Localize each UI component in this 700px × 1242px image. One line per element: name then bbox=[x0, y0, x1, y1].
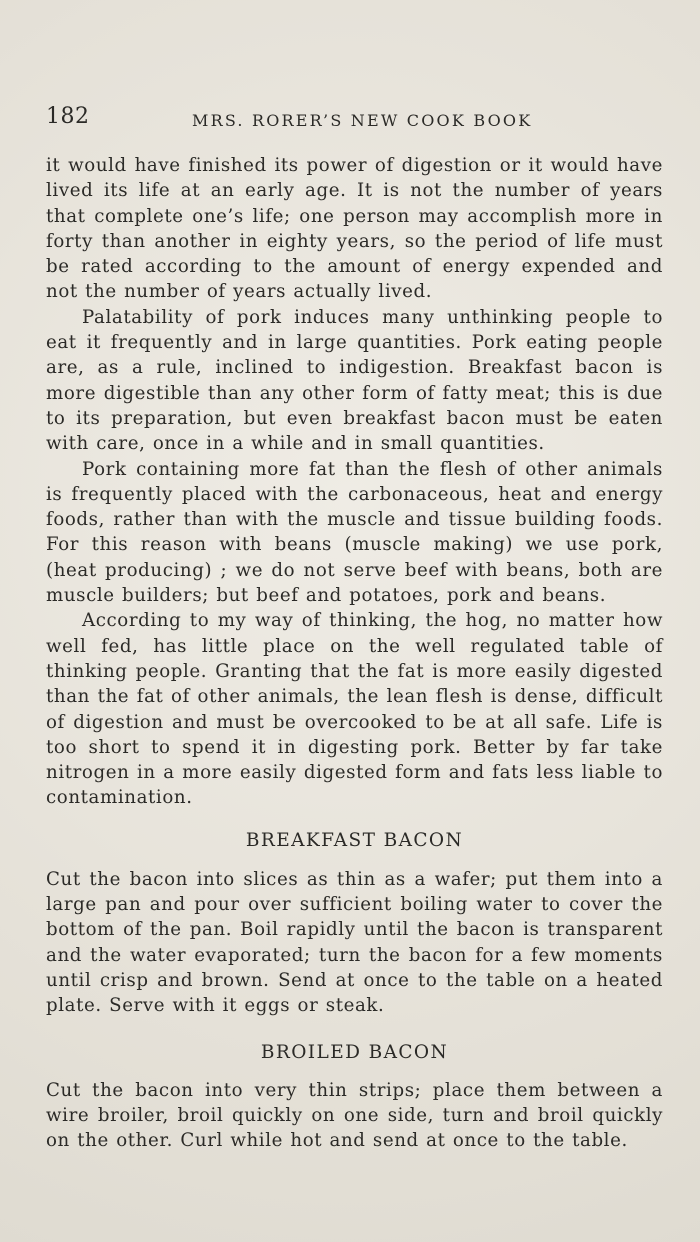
paragraph-hog-opinion: According to my way of thinking, the hog, no matter how well fed, has little place on the well regulated table of thinking people. Granting that the fat is more easily digested than the fat of other animals, the lean flesh is dense, difficult of digestion and must be overcooked to be at all safe. Life is too short to spend it in digesting pork. Better by far take nitrogen in a more easily digested form and fats less liable to contamination. bbox=[46, 610, 663, 809]
paragraph-continuation: it would have finished its power of digestion or it would have lived its life at an early age. It is not the number of years that complete one’s life; one person may accomplish more in forty than another in eighty years, so the period of life must be rated according to the amount of energy expended and not the number of years actually lived. bbox=[46, 155, 663, 303]
recipe-title-broiled-bacon: BROILED BACON bbox=[260, 1041, 449, 1063]
recipe-title-breakfast-bacon: BREAKFAST BACON bbox=[245, 829, 464, 851]
page-content bbox=[46, 153, 663, 1153]
recipe-text-broiled-bacon: Cut the bacon into very thin strips; place them between a wire broiler, broil quickly on one side, turn and broil quickly on the other. Curl while hot and send at once to the table. bbox=[46, 1079, 663, 1152]
recipe-text-breakfast-bacon: Cut the bacon into slices as thin as a wafer; put them into a large pan and pour over sufficient boiling water to cover the bottom of the pan. Boil rapidly until the bacon is transparent and the water evaporated; turn the bacon for a few moments until crisp and brown. Send at once to the table on a heated plate. Serve with it eggs or steak. bbox=[46, 868, 663, 1017]
paragraph-palatability: Palatability of pork induces many unthinking people to eat it frequently and in large quantities. Pork eating people are, as a rule, inclined to indigestion. Breakfast bacon is more digestible than any other form of fatty meat; this is due to its preparation, but even breakfast bacon must be eaten with care, once in a while and in small quantities. bbox=[46, 306, 663, 455]
paragraph-pork-fat: Pork containing more fat than the flesh of other animals is frequently placed with the carbonaceous, heat and energy foods, rather than with the muscle and tissue building foods. For this reason with beans (muscle making) we use pork, (heat producing) ; we do not serve beef with beans, both are muscle builders; but beef and potatoes, pork and beans. bbox=[46, 458, 663, 607]
page-number: 182 bbox=[46, 104, 90, 129]
running-head: MRS. RORER’S NEW COOK BOOK bbox=[192, 111, 533, 130]
page-header bbox=[46, 104, 654, 144]
